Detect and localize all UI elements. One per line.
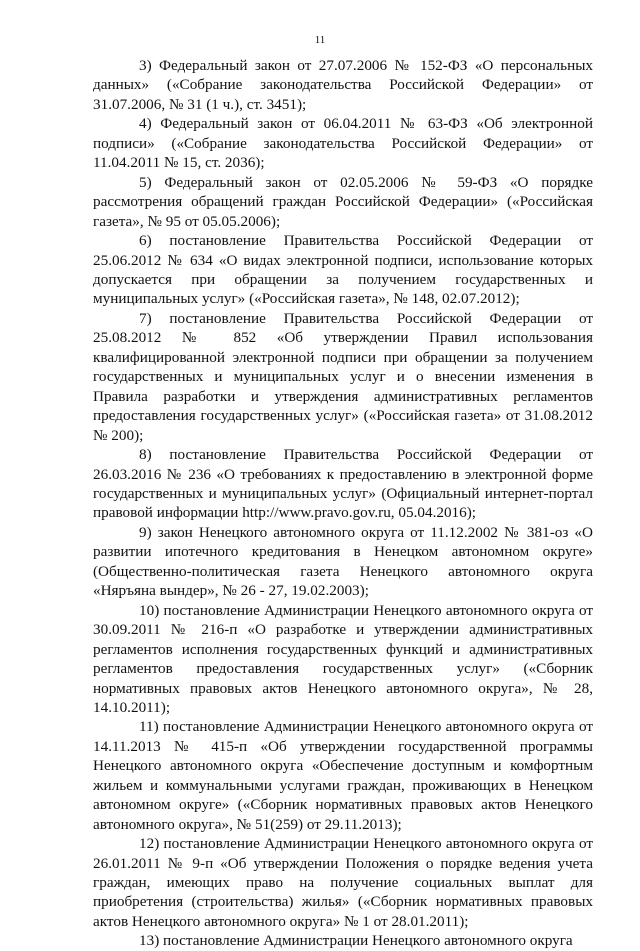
list-item-11: 11) постановление Администрации Ненецкого автономного округа от 14.11.2013 № 415-п «Об утверждении государственной программы Ненецкого автономного округа «Обеспечение доступным и комфортным жильем и коммунальными услугами граждан, проживающих в Ненецком автономном округе» («Сборник нормативных правовых актов Ненецкого автономного округа», № 51(259) от 29.11.2013); [93,718,593,833]
list-item-13: 13) постановление Администрации Ненецкого автономного округа [139,932,573,950]
list-item-3: 3) Федеральный закон от 27.07.2006 № 152-ФЗ «О персональных данных» («Собрание законодательства Российской Федерации» от 31.07.2006, № 31 (1 ч.), ст. 3451); [93,57,593,113]
list-item-6: 6) постановление Правительства Российской Федерации от 25.06.2012 № 634 «О видах электронной подписи, использование которых допускается при обращении за получением государственных и муниципальных услуг» («Российская газета», № 148, 02.07.2012); [93,232,593,308]
legal-acts-list [93,56,593,951]
list-item-8: 8) постановление Правительства Российской Федерации от 26.03.2016 № 236 «О требованиях к предоставлению в электронной форме государственных и муниципальных услуг» (Официальный интернет-портал правовой информации http://www.pravo.gov.ru, 05.04.2016); [93,446,593,522]
list-item-4: 4) Федеральный закон от 06.04.2011 № 63-ФЗ «Об электронной подписи» («Собрание законодательства Российской Федерации» от 11.04.2011 № 15, ст. 2036); [93,115,593,172]
list-item-5: 5) Федеральный закон от 02.05.2006 № 59-ФЗ «О порядке рассмотрения обращений граждан Российской Федерации» («Российская газета», № 95 от 05.05.2006); [93,173,593,230]
list-item-12: 12) постановление Администрации Ненецкого автономного округа от 26.01.2011 № 9-п «Об утверждении Положения о порядке ведения учета граждан, имеющих право на получение социальных выплат для приобретения (строительства) жилья» («Сборник нормативных правовых актов Ненецкого автономного округа» № 1 от 28.01.2011); [93,835,593,930]
list-item-9: 9) закон Ненецкого автономного округа от 11.12.2002 № 381-оз «О развитии ипотечного кредитования в Ненецком автономном округе» (Общественно-политическая газета Ненецкого автономного округа «Няръяна вындер», № 26 - 27, 19.02.2003); [93,523,593,600]
page-number: 11 [314,34,326,46]
list-item-10: 10) постановление Администрации Ненецкого автономного округа от 30.09.2011 № 216-п «О разработке и утверждении административных регламентов исполнения государственных функций и административных регламентов предоставления государственных услуг» («Сборник нормативных правовых актов Ненецкого автономного округа», № 28, 14.10.2011); [93,601,593,716]
list-item-7: 7) постановление Правительства Российской Федерации от 25.08.2012 № 852 «Об утверждении Правил использования квалифицированной электронной подписи при обращении за получением государственных и муниципальных услуг и о внесении изменения в Правила разработки и утверждения административных регламентов предоставления государственных услуг» («Российская газета» от 31.08.2012 № 200); [93,309,593,444]
